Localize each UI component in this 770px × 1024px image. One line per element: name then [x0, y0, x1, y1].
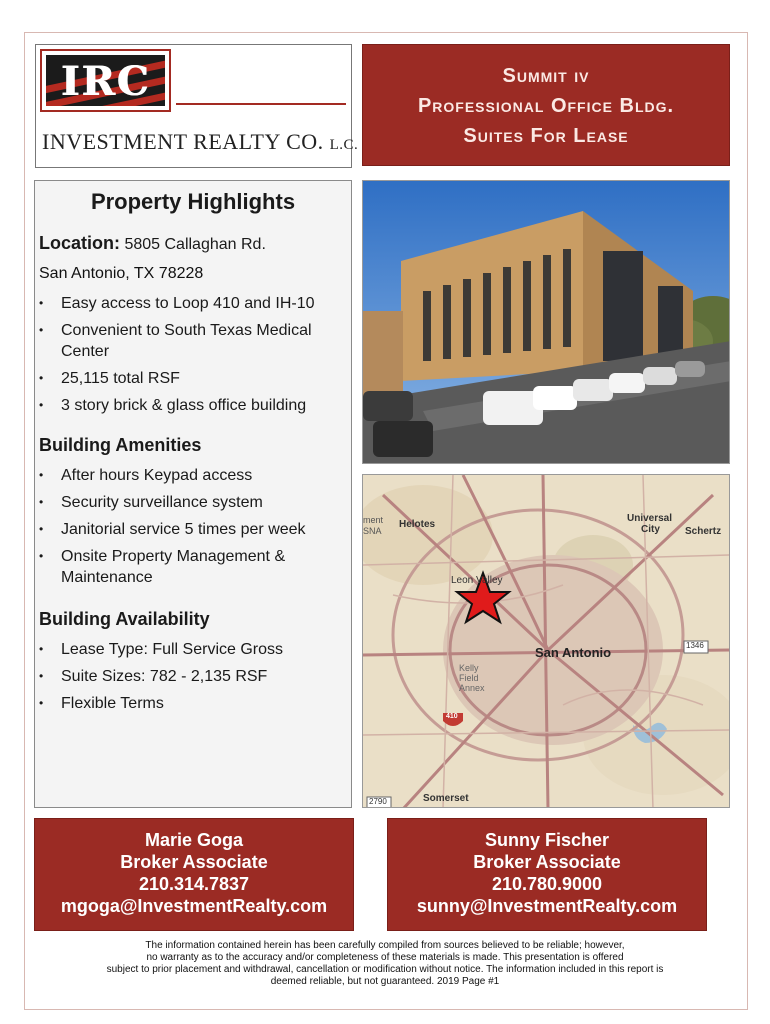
location-line [39, 233, 266, 254]
list-item: • After hours Keypad access [39, 467, 253, 484]
disclaimer-line: deemed reliable, but not guaranteed. 2019 Page #1 [270, 976, 500, 987]
map-label-ment: ment [363, 515, 384, 525]
list-item: • 3 story brick & glass office building [39, 397, 307, 414]
map-label-schertz: Schertz [685, 526, 722, 537]
company-name [42, 129, 358, 155]
list-item: • Janitorial service 5 times per week [39, 521, 306, 538]
list-item: • Security surveillance system [39, 494, 263, 511]
list-item: • Flexible Terms [39, 695, 164, 712]
availability-list [39, 639, 345, 720]
title-line-2: Professional Office Bldg. [417, 95, 675, 117]
irc-badge [40, 49, 171, 112]
map-label-universal-city: Universal City [627, 513, 673, 535]
location-street: 5805 Callaghan Rd. [124, 236, 266, 253]
logo-rule [176, 103, 346, 105]
location-map [362, 474, 730, 808]
list-item: • Onsite Property Management & Maintenance [39, 548, 286, 586]
amenities-heading: Building Amenities [39, 435, 202, 455]
agent-name: Marie Goga [144, 830, 244, 850]
disclaimer-line: no warranty as to the accuracy and/or completeness of these materials is made. This presentation is offered [146, 952, 624, 963]
agent-title: Broker Associate [120, 852, 268, 872]
agent-phone[interactable]: 210.780.9000 [491, 874, 603, 894]
availability-heading: Building Availability [39, 609, 210, 629]
map-shield-410: 410 [446, 713, 458, 720]
map-shield-1346: 1346 [686, 641, 704, 650]
irc-badge-text: IRC [60, 58, 151, 105]
highlights-heading: Property Highlights [90, 189, 296, 214]
agent-email[interactable]: mgoga@InvestmentRealty.com [60, 896, 328, 916]
list-item: • Suite Sizes: 782 - 2,135 RSF [39, 668, 268, 685]
amenities-list [39, 465, 345, 594]
company-name-suffix: L.C. [329, 137, 359, 153]
map-label-somerset: Somerset [423, 793, 469, 804]
property-highlights-panel [34, 180, 352, 808]
disclaimer-line: subject to prior placement and withdrawal, cancellation or modification without notice. The information included in this report is [106, 964, 664, 975]
building-photo [362, 180, 730, 464]
map-label-leon-valley: Leon Valley [451, 575, 503, 586]
location-label: Location: [39, 233, 120, 253]
map-shield-2790: 2790 [369, 797, 387, 806]
location-city: San Antonio, TX 78228 [39, 265, 204, 282]
title-banner [362, 44, 730, 166]
list-item: • Lease Type: Full Service Gross [39, 641, 284, 658]
property-list [39, 293, 345, 422]
company-name-main: INVESTMENT REALTY CO. [42, 129, 324, 154]
company-logo [35, 44, 359, 168]
map-label-kelly-field-annex: Kelly Field Annex [459, 663, 485, 693]
agent-title: Broker Associate [473, 852, 621, 872]
title-line-3: Suites For Lease [463, 125, 629, 147]
map-label-san-antonio: San Antonio [535, 645, 612, 660]
disclaimer-line: The information contained herein has been carefully compiled from sources believed to be reliable; however, [145, 940, 625, 951]
disclaimer [40, 940, 730, 988]
map-label-sna: SNA [363, 526, 382, 536]
agent-card-sunny [387, 818, 707, 931]
agent-phone[interactable]: 210.314.7837 [138, 874, 250, 894]
agent-card-marie [34, 818, 354, 931]
agent-email[interactable]: sunny@InvestmentRealty.com [416, 896, 678, 916]
list-item: • Convenient to South Texas Medical Center [39, 322, 312, 360]
list-item: • Easy access to Loop 410 and IH-10 [39, 295, 315, 312]
title-line-1: Summit iv [502, 65, 590, 87]
list-item: • 25,115 total RSF [39, 370, 180, 387]
map-label-helotes: Helotes [399, 519, 436, 530]
agent-name: Sunny Fischer [484, 830, 610, 850]
